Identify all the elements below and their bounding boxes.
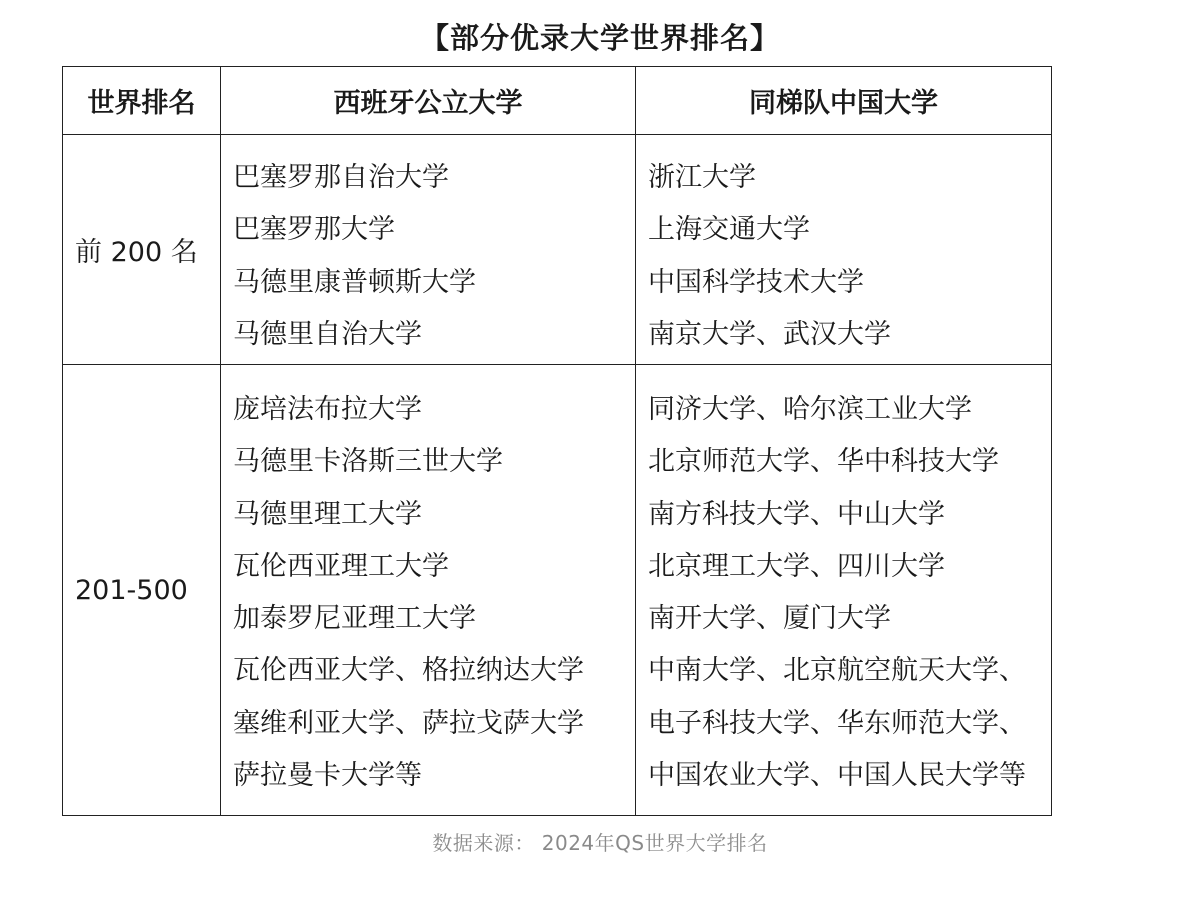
list-item: 萨拉曼卡大学等 [233,760,422,792]
list-item: 庞培法布拉大学 [233,394,422,425]
list-item: 马德里理工大学 [233,498,422,530]
list-item: 中南大学、北京航空航天大学、 [648,655,1026,687]
china-list-cell [636,365,1052,816]
list-item: 电子科技大学、华东师范大学、 [648,707,1026,739]
table-header-row [63,67,1052,135]
list-item: 南开大学、厦门大学 [648,603,891,635]
list-item: 巴塞罗那大学 [233,214,395,246]
list-item: 同济大学、哈尔滨工业大学 [648,394,972,425]
table-row [63,365,1052,816]
list-item: 南京大学、武汉大学 [648,318,891,350]
list-item: 浙江大学 [648,162,756,193]
header-world-rank: 世界排名 [63,67,221,135]
rank-cell: 201-500 [63,365,221,816]
page-title: 【部分优录大学世界排名】 [419,21,780,55]
list-item: 马德里自治大学 [233,318,422,350]
list-item: 加泰罗尼亚理工大学 [233,603,476,635]
header-china-universities: 同梯队中国大学 [636,67,1052,135]
list-item: 塞维利亚大学、萨拉戈萨大学 [233,707,584,739]
list-item: 瓦伦西亚大学、格拉纳达大学 [233,655,584,687]
list-item: 瓦伦西亚理工大学 [233,550,449,582]
list-item: 上海交通大学 [648,214,810,246]
list-item: 巴塞罗那自治大学 [233,162,449,193]
list-item: 马德里卡洛斯三世大学 [233,446,503,478]
spain-list-cell [221,365,636,816]
ranking-table [62,66,1052,816]
list-item: 北京理工大学、四川大学 [648,550,945,582]
list-item: 马德里康普顿斯大学 [233,266,476,298]
table-row [63,135,1052,365]
china-list-cell [636,135,1052,365]
list-item: 中国农业大学、中国人民大学等 [648,760,1026,792]
list-item: 中国科学技术大学 [648,266,864,298]
header-spain-universities: 西班牙公立大学 [221,67,636,135]
list-item: 北京师范大学、华中科技大学 [648,446,999,478]
data-source-note: 数据来源： 2024年QS世界大学排名 [432,831,768,855]
list-item: 南方科技大学、中山大学 [648,498,945,530]
rank-cell: 前 200 名 [63,135,221,365]
spain-list-cell [221,135,636,365]
